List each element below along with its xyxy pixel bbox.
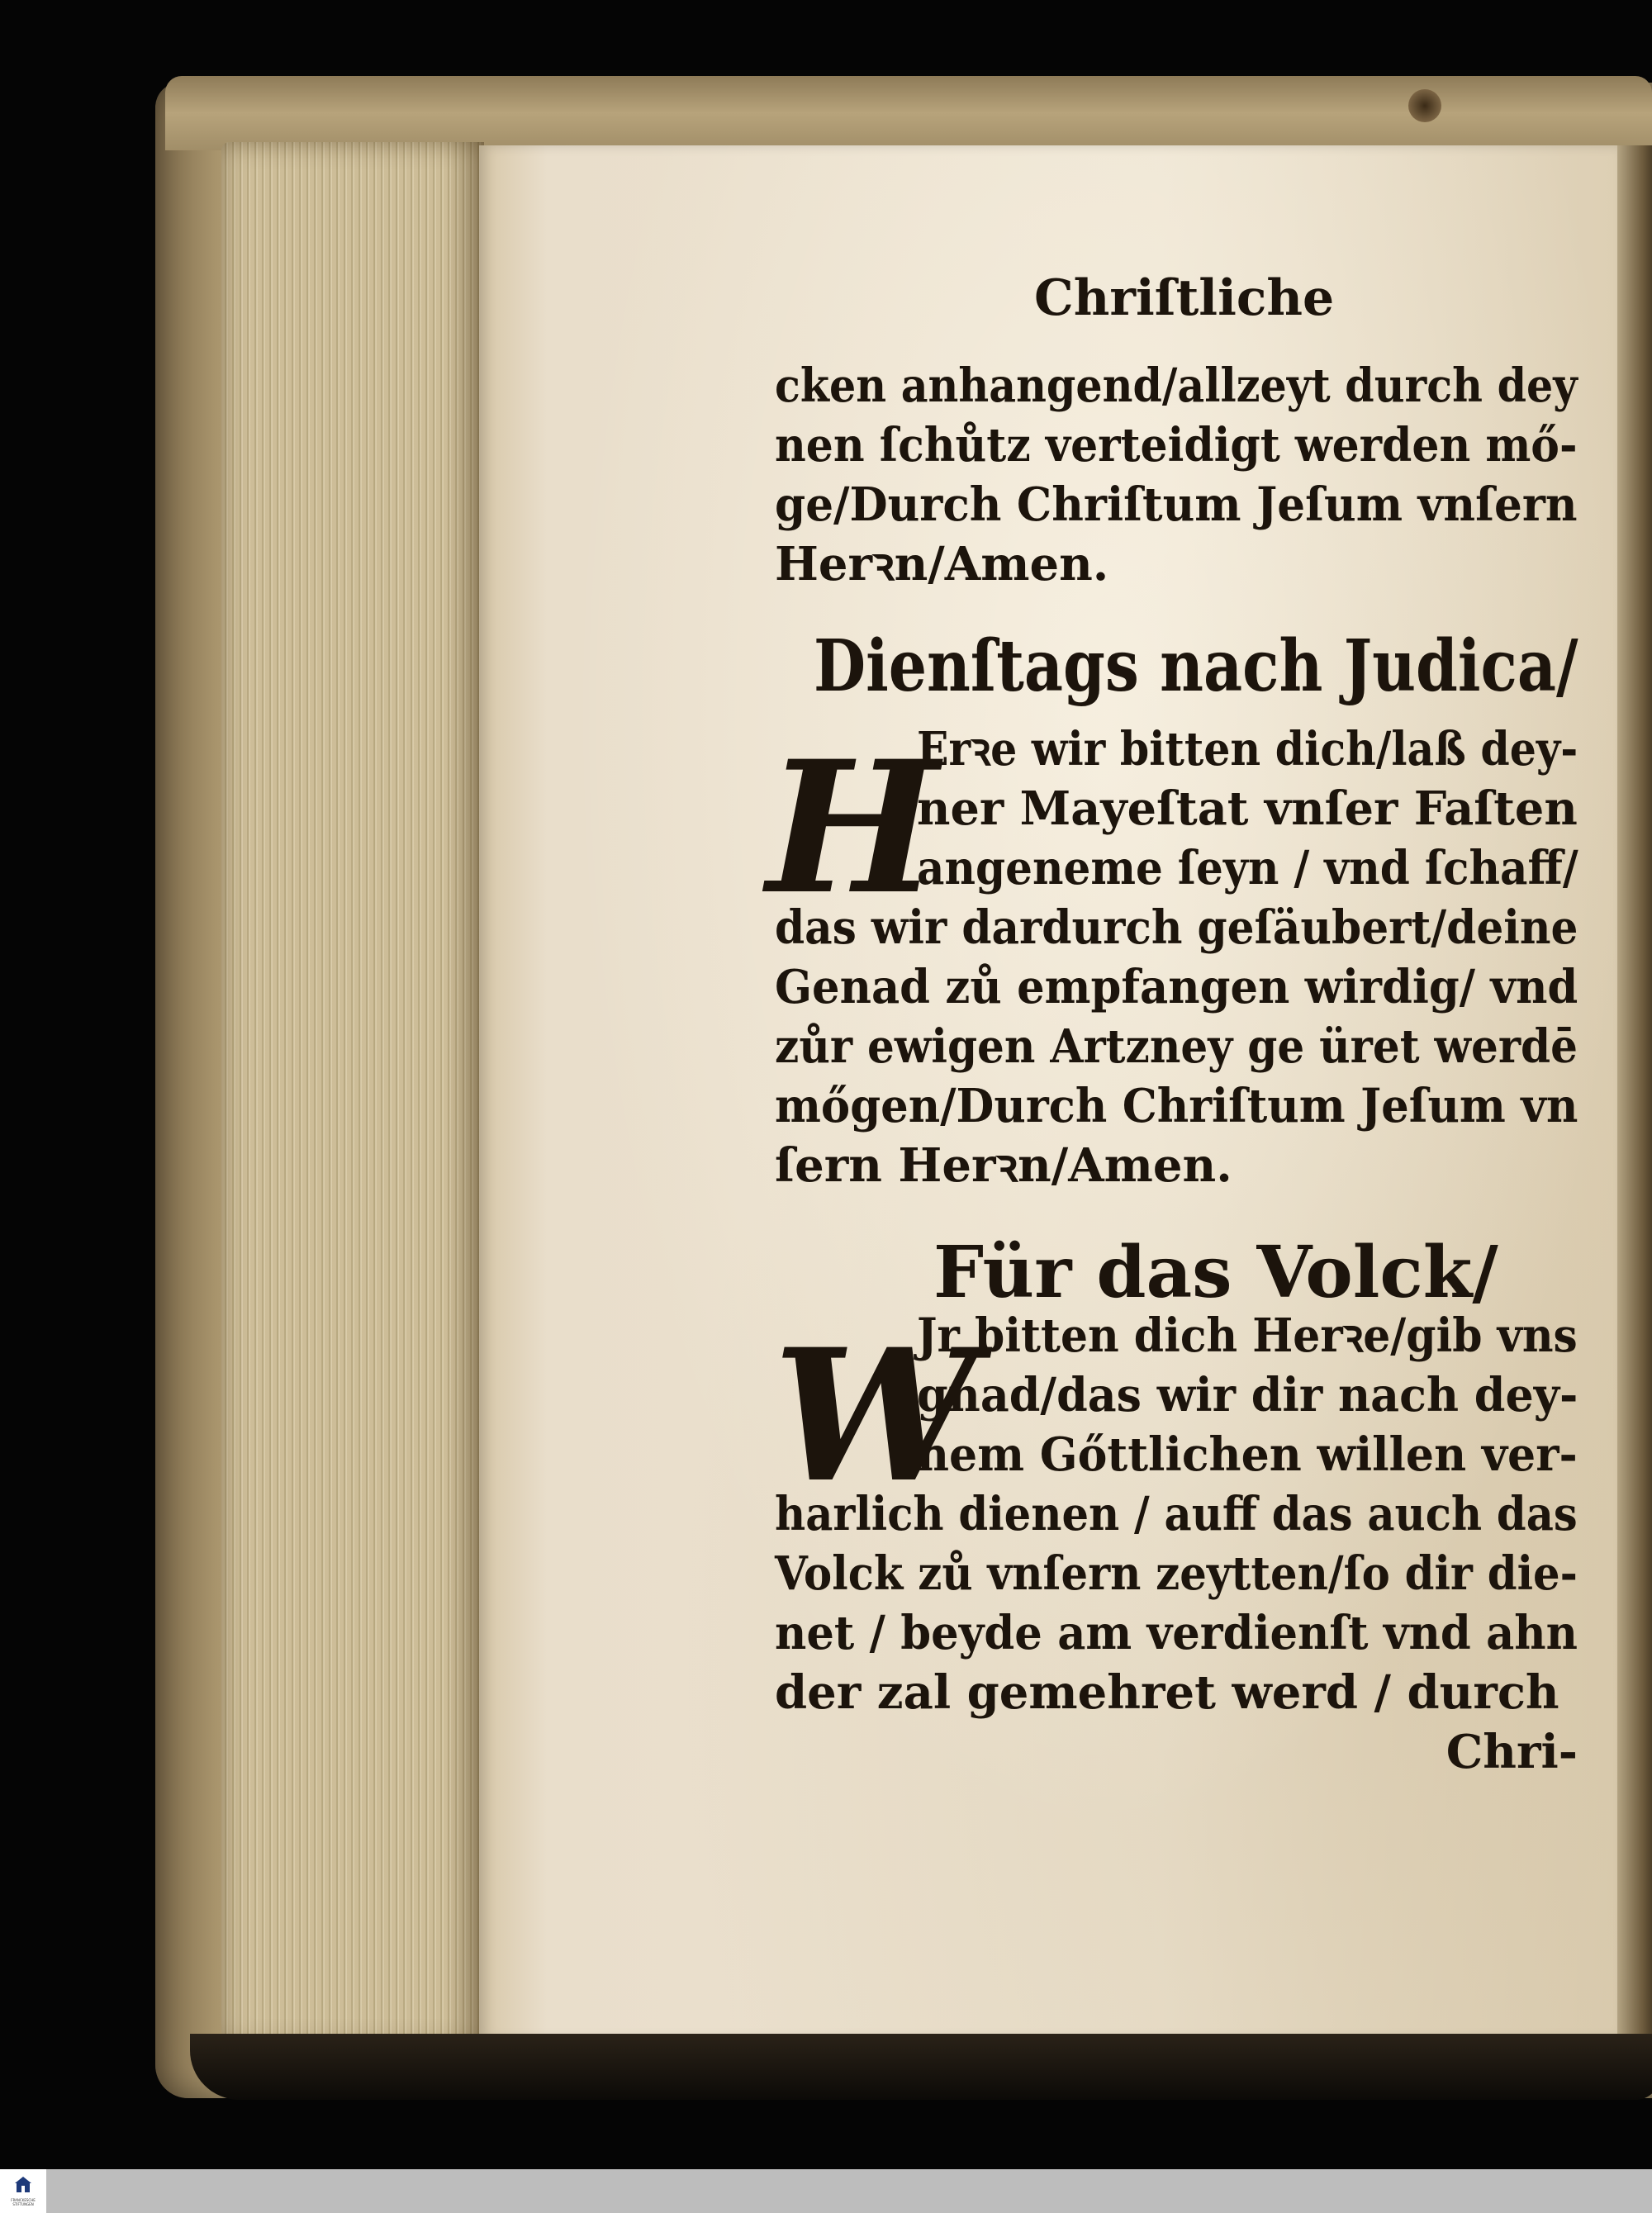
cover-clasp-hole [1408,89,1441,122]
text-line: Volck zů vnſern zeytten/ſo dir die- [775,1546,1578,1601]
text-line: nem Gőttlichen willen ver- [917,1427,1578,1482]
text-line: ge/Durch Chriſtum Jeſum vnſern [775,477,1578,532]
text-line: ſern Herꝛn/Amen. [775,1138,1232,1193]
library-logo-text: FRANCKESCHE STIFTUNGEN [11,2198,36,2206]
text-line: harlich dienen / auff das auch das [775,1487,1578,1541]
section-heading: Dienſtags nach Judica/ [814,624,1578,708]
catchword: Chri- [1446,1725,1578,1779]
drop-cap: H [767,720,938,934]
text-line: der zal gemehret werd / durch [775,1665,1559,1720]
viewer-footer-bar [0,2169,1652,2213]
book-gutter [1617,145,1652,2039]
text-line: net / beyde am verdienſt vnd ahn [775,1606,1578,1660]
text-line: cken anhangend/allzeyt durch dey [775,359,1578,413]
text-line: nen ſchůtz verteidigt werden mő- [775,418,1578,473]
text-line: gnad/das wir dir nach dey- [917,1368,1578,1422]
section-heading: Für das Volck/ [933,1231,1498,1314]
library-logo-icon [15,2176,31,2194]
drop-cap: W [773,1308,978,1522]
text-line: mőgen/Durch Chriſtum Jeſum vn [775,1079,1578,1133]
text-line: Genad zů empfangen wirdig/ vnd [775,960,1578,1014]
text-line: zůr ewigen Artzney ge üret werdē [775,1019,1578,1074]
text-line: Erꝛe wir bitten dich/laß dey- [917,722,1578,776]
text-line: angeneme ſeyn / vnd ſchaff/ [917,841,1578,895]
text-line: ner Mayeſtat vnſer Faſten [917,781,1578,836]
book-bottom-shadow [190,2034,1652,2100]
running-head: Chriſtliche [1034,269,1335,327]
page-fore-edge [221,142,484,2046]
text-line: Jr bitten dich Herꝛe/gib vns [917,1308,1578,1363]
text-line: Herꝛn/Amen. [775,537,1109,591]
text-line: das wir dardurch geſäubert/deine [775,900,1578,955]
